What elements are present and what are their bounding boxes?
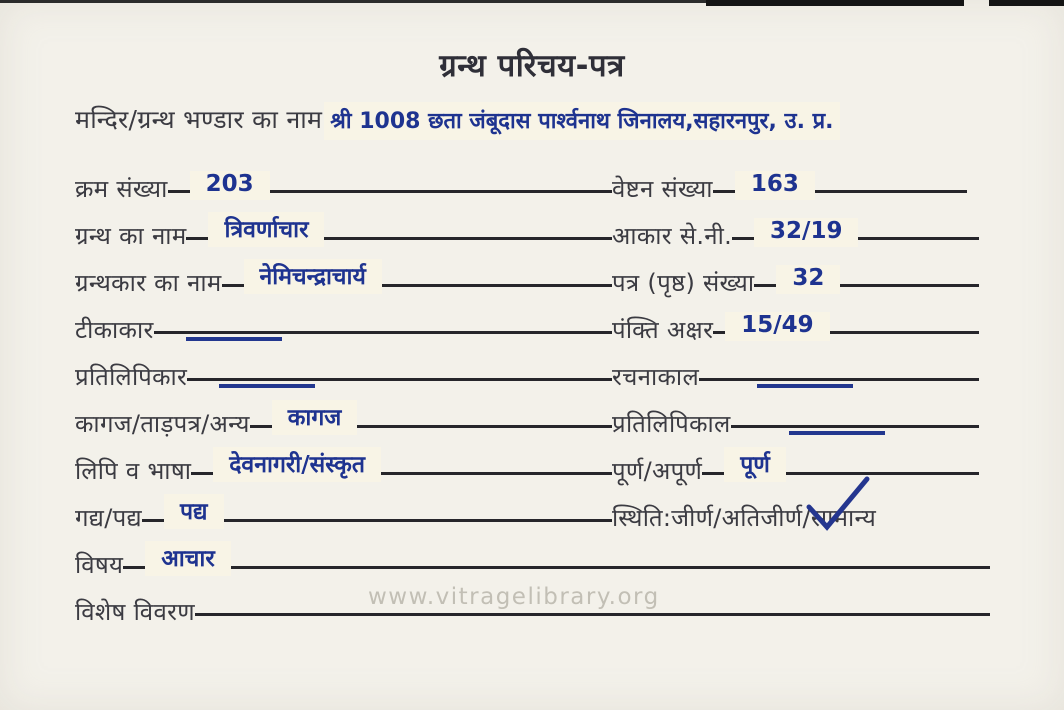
prose-verse-value: पद्य — [164, 494, 224, 529]
completeness-value: पूर्ण — [724, 447, 786, 482]
rule-line — [381, 472, 612, 475]
lines-letters-label: पंक्ति अक्षर — [612, 316, 714, 344]
temple-name-label: मन्दिर/ग्रन्थ भण्डार का नाम — [75, 105, 323, 134]
rule-line — [702, 472, 724, 475]
field-row — [75, 346, 1064, 393]
scan-edge-segment — [0, 0, 712, 3]
rule-line — [123, 566, 145, 569]
rule-line — [142, 519, 164, 522]
field-row — [75, 534, 1064, 581]
material-value: कागज — [272, 400, 358, 435]
blank-entry-dash — [187, 378, 612, 381]
bundle-number-label: वेष्टन संख्या — [612, 175, 713, 203]
completeness-label: पूर्ण/अपूर्ण — [612, 457, 703, 485]
blank-entry-dash — [731, 425, 979, 428]
field-row — [75, 393, 1064, 440]
composition-date-label: रचनाकाल — [612, 363, 700, 391]
rule-line — [168, 190, 190, 193]
book-name-label: ग्रन्थ का नाम — [75, 222, 187, 250]
temple-name-row — [75, 102, 1034, 140]
commentator-label: टीकाकार — [75, 316, 154, 344]
blank-entry-dash — [699, 378, 979, 381]
prose-verse-label: गद्य/पद्य — [75, 504, 142, 532]
form-fields — [75, 158, 1064, 628]
rule-line — [195, 613, 990, 616]
scan-edge-segment — [989, 0, 1064, 6]
rule-line — [830, 331, 979, 334]
rule-line — [786, 472, 979, 475]
field-row — [75, 487, 1064, 534]
rule-line — [357, 425, 612, 428]
scan-top-edge — [0, 0, 1064, 10]
field-row — [75, 299, 1064, 346]
field-row — [75, 440, 1064, 487]
scan-edge-segment — [706, 0, 964, 6]
rule-line — [222, 284, 244, 287]
script-language-label: लिपि व भाषा — [75, 457, 192, 485]
rule-line — [191, 472, 213, 475]
rule-line — [270, 190, 612, 193]
rule-line — [382, 284, 612, 287]
rule-line — [713, 190, 735, 193]
watermark: www.vitragelibrary.org — [368, 584, 660, 610]
author-name-label: ग्रन्थकार का नाम — [75, 269, 222, 297]
rule-line — [224, 519, 612, 522]
author-name-value: नेमिचन्द्राचार्य — [244, 259, 382, 294]
rule-line — [815, 190, 967, 193]
condition-label: स्थिति:जीर्ण/अतिजीर्ण/ — [612, 504, 811, 532]
serial-number-value: 203 — [190, 171, 270, 200]
rule-line — [324, 237, 612, 240]
size-cm-label: आकार से.नी. — [612, 222, 733, 250]
size-cm-value: 32/19 — [754, 218, 858, 247]
page-count-label: पत्र (पृष्ठ) संख्या — [612, 269, 755, 297]
temple-name-value: श्री 1008 छता जंबूदास पार्श्वनाथ जिनालय,सहारनपुर, उ. प्र. — [324, 102, 839, 140]
condition-ticked-option — [811, 501, 876, 534]
script-language-value: देवनागरी/संस्कृत — [213, 447, 381, 482]
subject-label: विषय — [75, 551, 124, 579]
rule-line — [858, 237, 979, 240]
rule-line — [231, 566, 990, 569]
special-details-label: विशेष विवरण — [75, 598, 195, 626]
copyist-label: प्रतिलिपिकार — [75, 363, 188, 391]
rule-line — [186, 237, 208, 240]
condition-option-text: सामान्य — [810, 504, 877, 532]
page-count-value: 32 — [776, 265, 840, 294]
rule-line — [754, 284, 776, 287]
field-row — [75, 205, 1064, 252]
copy-date-label: प्रतिलिपिकाल — [612, 410, 731, 438]
field-row — [75, 252, 1064, 299]
lines-letters-value: 15/49 — [725, 312, 829, 341]
rule-line — [250, 425, 272, 428]
subject-value: आचार — [145, 541, 230, 576]
material-label: कागज/ताड़पत्र/अन्य — [75, 410, 250, 438]
page-title: ग्रन्थ परिचय-पत्र — [439, 48, 625, 84]
rule-line — [732, 237, 754, 240]
blank-entry-dash — [154, 331, 612, 334]
rule-line — [840, 284, 979, 287]
serial-number-label: क्रम संख्या — [75, 175, 168, 203]
bundle-number-value: 163 — [735, 171, 815, 200]
field-row — [75, 158, 1064, 205]
book-name-value: त्रिवर्णाचार — [208, 212, 324, 247]
rule-line — [713, 331, 725, 334]
